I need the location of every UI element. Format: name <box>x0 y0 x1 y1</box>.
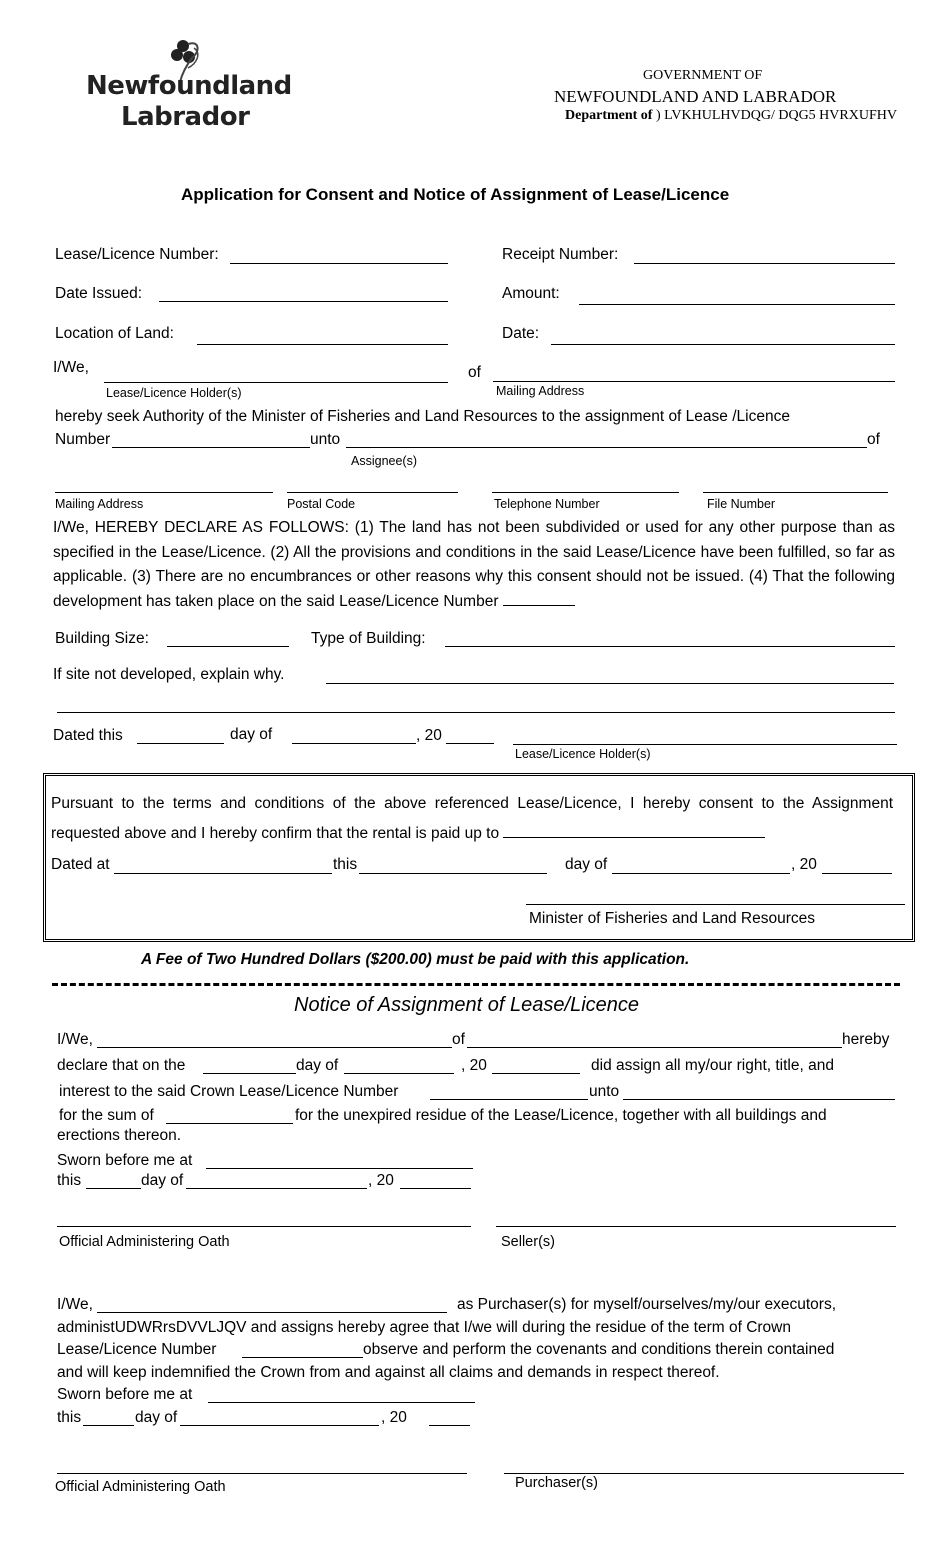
notice-sworn-day-field[interactable] <box>86 1188 141 1189</box>
notice-sworn-month-field[interactable] <box>186 1188 367 1189</box>
notice-lease-number-field[interactable] <box>430 1099 588 1100</box>
seller-caption: Seller(s) <box>501 1234 555 1250</box>
purchaser-20-label: , 20 <box>381 1409 407 1426</box>
not-developed-field-2[interactable] <box>57 712 895 713</box>
gov-department <box>565 108 897 124</box>
telephone-field[interactable] <box>492 492 679 493</box>
seek-number-label: Number <box>55 431 111 448</box>
notice-sum-field[interactable] <box>166 1123 293 1124</box>
location-label: Location of Land: <box>55 325 174 342</box>
purchaser-sworn-month-field[interactable] <box>180 1425 379 1426</box>
iwe-label: I/We, <box>53 359 89 376</box>
logo-line-1: Newfoundland <box>86 71 292 101</box>
notice-interest-text: interest to the said Crown Lease/Licence Number <box>59 1083 399 1100</box>
consent-this-label: this <box>333 856 358 873</box>
notice-sum-label: for the sum of <box>59 1107 154 1124</box>
dated-month-field[interactable] <box>292 743 416 744</box>
mailing-address-field[interactable] <box>493 381 895 382</box>
holder-caption: Lease/Licence Holder(s) <box>106 386 242 400</box>
notice-oath-caption: Official Administering Oath <box>59 1234 230 1250</box>
postal-code-caption: Postal Code <box>287 497 356 511</box>
purchaser-day-of-label: day of <box>135 1409 178 1426</box>
gov-line-2: NEWFOUNDLAND AND LABRADOR <box>554 87 837 106</box>
notice-hereby-label: hereby <box>842 1031 890 1048</box>
of-label: of <box>468 364 481 381</box>
dated-day-of-label: day of <box>230 726 273 743</box>
assignee-field[interactable] <box>346 447 867 448</box>
declaration-text <box>53 516 895 614</box>
not-developed-field-1[interactable] <box>326 683 894 684</box>
consent-dated-at-label: Dated at <box>51 856 110 873</box>
dated-this-label: Dated this <box>53 727 123 744</box>
amount-field[interactable] <box>579 304 895 305</box>
purchaser-observe-text: observe and perform the covenants and conditions therein contained <box>363 1341 835 1358</box>
not-developed-label: If site not developed, explain why. <box>53 666 285 683</box>
notice-sworn-20-label: , 20 <box>368 1172 394 1189</box>
date-field[interactable] <box>551 344 895 345</box>
notice-sworn-field[interactable] <box>206 1168 473 1169</box>
purchaser-signature-field[interactable] <box>504 1473 904 1474</box>
postal-code-field[interactable] <box>287 492 458 493</box>
seller-signature-field[interactable] <box>496 1226 896 1227</box>
lease-number-label: Lease/Licence Number: <box>55 246 219 263</box>
telephone-caption: Telephone Number <box>494 497 600 511</box>
rental-paid-field[interactable] <box>503 823 765 838</box>
purchaser-sworn-field[interactable] <box>208 1402 475 1403</box>
mailing-caption: Mailing Address <box>496 384 585 398</box>
cut-line <box>52 983 900 986</box>
consent-place-field[interactable] <box>114 873 332 874</box>
purchaser-as-text: as Purchaser(s) for myself/ourselves/my/our executors, <box>457 1296 837 1313</box>
purchaser-name-field[interactable] <box>97 1312 447 1313</box>
notice-day-field[interactable] <box>203 1073 296 1074</box>
notice-sworn-day-of-label: day of <box>141 1172 184 1189</box>
gov-line-1: GOVERNMENT OF <box>643 68 763 83</box>
notice-20-label: , 20 <box>461 1057 487 1074</box>
seek-line-1: hereby seek Authority of the Minister of Fisheries and Land Resources to the assignment of Lease /Licence <box>55 408 790 425</box>
date-issued-field[interactable] <box>159 301 448 302</box>
minister-caption: Minister of Fisheries and Land Resources <box>529 910 816 927</box>
assignee-mailing-field[interactable] <box>55 492 273 493</box>
purchaser-line-4: and will keep indemnified the Crown from and against all claims and demands in respect thereof. <box>57 1364 720 1381</box>
notice-erections-text: erections thereon. <box>57 1127 182 1144</box>
holder-field[interactable] <box>104 382 448 383</box>
notice-assignee-field[interactable] <box>623 1099 895 1100</box>
consent-20-label: , 20 <box>791 856 817 873</box>
amount-label: Amount: <box>502 285 560 302</box>
consent-day-of-label: day of <box>565 856 608 873</box>
dept-name: ) LVKHULHVDQG/ DQG5 HVRXUFHV <box>655 108 897 123</box>
consent-year-field[interactable] <box>822 873 892 874</box>
purchaser-lease-field[interactable] <box>242 1357 363 1358</box>
fee-notice: A Fee of Two Hundred Dollars ($200.00) must be paid with this application. <box>141 951 690 968</box>
consent-this-field[interactable] <box>359 873 547 874</box>
notice-month-field[interactable] <box>344 1073 454 1074</box>
file-number-field[interactable] <box>703 492 888 493</box>
notice-iwe-label: I/We, <box>57 1031 93 1048</box>
purchaser-oath-caption: Official Administering Oath <box>55 1479 226 1495</box>
building-size-label: Building Size: <box>55 630 149 647</box>
location-field[interactable] <box>197 344 448 345</box>
seek-number-field[interactable] <box>112 447 310 448</box>
dept-prefix: Department of <box>565 108 653 123</box>
notice-address-field[interactable] <box>467 1047 842 1048</box>
purchaser-sworn-label: Sworn before me at <box>57 1386 193 1403</box>
purchaser-line-2: administUDWRrsDVVLJQV and assigns hereby agree that I/we will during the residue of the term of Crown <box>57 1319 791 1336</box>
notice-assignor-field[interactable] <box>97 1047 452 1048</box>
seek-of-label: of <box>867 431 880 448</box>
development-lease-field[interactable] <box>503 591 575 606</box>
building-size-field[interactable] <box>167 646 289 647</box>
purchaser-caption: Purchaser(s) <box>515 1475 598 1491</box>
notice-sworn-label: Sworn before me at <box>57 1152 193 1169</box>
notice-title: Notice of Assignment of Lease/Licence <box>294 994 640 1016</box>
consent-text <box>51 789 893 849</box>
purchaser-iwe-label: I/We, <box>57 1296 93 1313</box>
receipt-number-label: Receipt Number: <box>502 246 619 263</box>
notice-day-of-label: day of <box>296 1057 339 1074</box>
building-type-label: Type of Building: <box>311 630 426 647</box>
notice-sworn-year-field[interactable] <box>400 1188 471 1189</box>
seek-unto-label: unto <box>310 431 341 448</box>
date-issued-label: Date Issued: <box>55 285 143 302</box>
purchaser-lease-label: Lease/Licence Number <box>57 1341 217 1358</box>
declaration-body: I/We, HEREBY DECLARE AS FOLLOWS: (1) The land has not been subdivided or used for any other purpose than as specified in the Lease/Licence. (2) All the provisions and conditions in the said Lease/Licence have been fulfilled, so far as applicable. (3) There are no encumbrances or other reasons why this consent should not be issued. (4) That the following development has taken place on the said Lease/Licence Number <box>53 519 895 610</box>
notice-of-label: of <box>452 1031 465 1048</box>
purchaser-oath-signature-field[interactable] <box>57 1473 467 1474</box>
consent-month-field[interactable] <box>612 873 790 874</box>
lease-number-field[interactable] <box>230 263 448 264</box>
notice-oath-signature-field[interactable] <box>57 1226 471 1227</box>
date-label: Date: <box>502 325 540 342</box>
consent-body: Pursuant to the terms and conditions of the above referenced Lease/Licence, I hereby consent to the Assignment requested above and I hereby confirm that the rental is paid up to <box>51 795 893 842</box>
form-title: Application for Consent and Notice of Assignment of Lease/Licence <box>181 185 730 204</box>
notice-year-field[interactable] <box>492 1073 580 1074</box>
receipt-number-field[interactable] <box>634 263 895 264</box>
dated-year-field[interactable] <box>446 743 494 744</box>
assignee-caption: Assignee(s) <box>351 454 417 468</box>
holder-signature-caption: Lease/Licence Holder(s) <box>515 747 651 761</box>
dated-20-label: , 20 <box>416 727 442 744</box>
notice-declare-label: declare that on the <box>57 1057 186 1074</box>
holder-signature-field[interactable] <box>513 744 897 745</box>
file-number-caption: File Number <box>707 497 776 511</box>
purchaser-sworn-day-field[interactable] <box>83 1425 134 1426</box>
logo-line-2: Labrador <box>121 102 250 132</box>
notice-unto-label: unto <box>589 1083 620 1100</box>
purchaser-sworn-year-field[interactable] <box>429 1425 470 1426</box>
notice-unexpired-text: for the unexpired residue of the Lease/Licence, together with all buildings and <box>295 1107 827 1124</box>
mailing-address-caption: Mailing Address <box>55 497 144 511</box>
minister-signature-field[interactable] <box>526 904 905 905</box>
purchaser-this-label: this <box>57 1409 82 1426</box>
notice-this-label: this <box>57 1172 82 1189</box>
building-type-field[interactable] <box>445 646 895 647</box>
dated-day-field[interactable] <box>137 743 224 744</box>
notice-did-assign-text: did assign all my/our right, title, and <box>591 1057 834 1074</box>
